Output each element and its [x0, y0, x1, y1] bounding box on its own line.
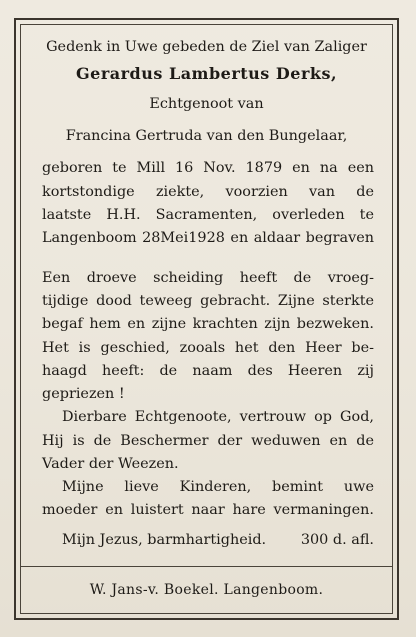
- printer-imprint: W. Jans-v. Boekel. Langenboom.: [89, 582, 324, 598]
- prayer-row: [62, 530, 374, 550]
- spouse-intro: Echtgenoot van: [149, 96, 264, 112]
- spouse-name: Francina Gertruda van den Bungelaar,: [65, 128, 348, 144]
- deceased-name: Gerardus Lambertus Derks,: [75, 64, 338, 83]
- verse-line: Mijne lieve Kinderen, bemint uwe: [62, 479, 374, 495]
- bio-line: laatste H.H. Sacramenten, overleden te: [42, 207, 374, 223]
- verse-line: Het is geschied, zooals het den Heer be-: [42, 340, 374, 356]
- divider-line: [20, 566, 393, 567]
- bio-line: geboren te Mill 16 Nov. 1879 en na een: [42, 160, 374, 176]
- bio-line: kortstondige ziekte, voorzien van de: [42, 184, 374, 200]
- verse-line: tijdige dood teweeg gebracht. Zijne sterkte: [42, 293, 374, 309]
- prayer-text: Mijn Jezus, barmhartigheid.: [62, 532, 267, 548]
- verse-line: Hij is de Beschermer der weduwen en de: [42, 433, 374, 449]
- indulgence-text: 300 d. afl.: [300, 532, 374, 548]
- verse-line: haagd heeft: de naam des Heeren zij: [42, 363, 374, 379]
- verse-line: moeder en luistert naar hare vermaningen.: [42, 502, 374, 518]
- verse-line: Vader der Weezen.: [42, 456, 179, 472]
- verse-line: Dierbare Echtgenoote, vertrouw op God,: [62, 409, 374, 425]
- bio-line: Langenboom 28Mei1928 en aldaar begraven: [42, 230, 374, 246]
- verse-line: begaf hem en zijne krachten zijn bezweken.: [42, 316, 374, 332]
- heading: Gedenk in Uwe gebeden de Ziel van Zaliger: [46, 39, 367, 55]
- verse-line: gepriezen !: [42, 386, 125, 402]
- verse-line: Een droeve scheiding heeft de vroeg-: [42, 270, 374, 286]
